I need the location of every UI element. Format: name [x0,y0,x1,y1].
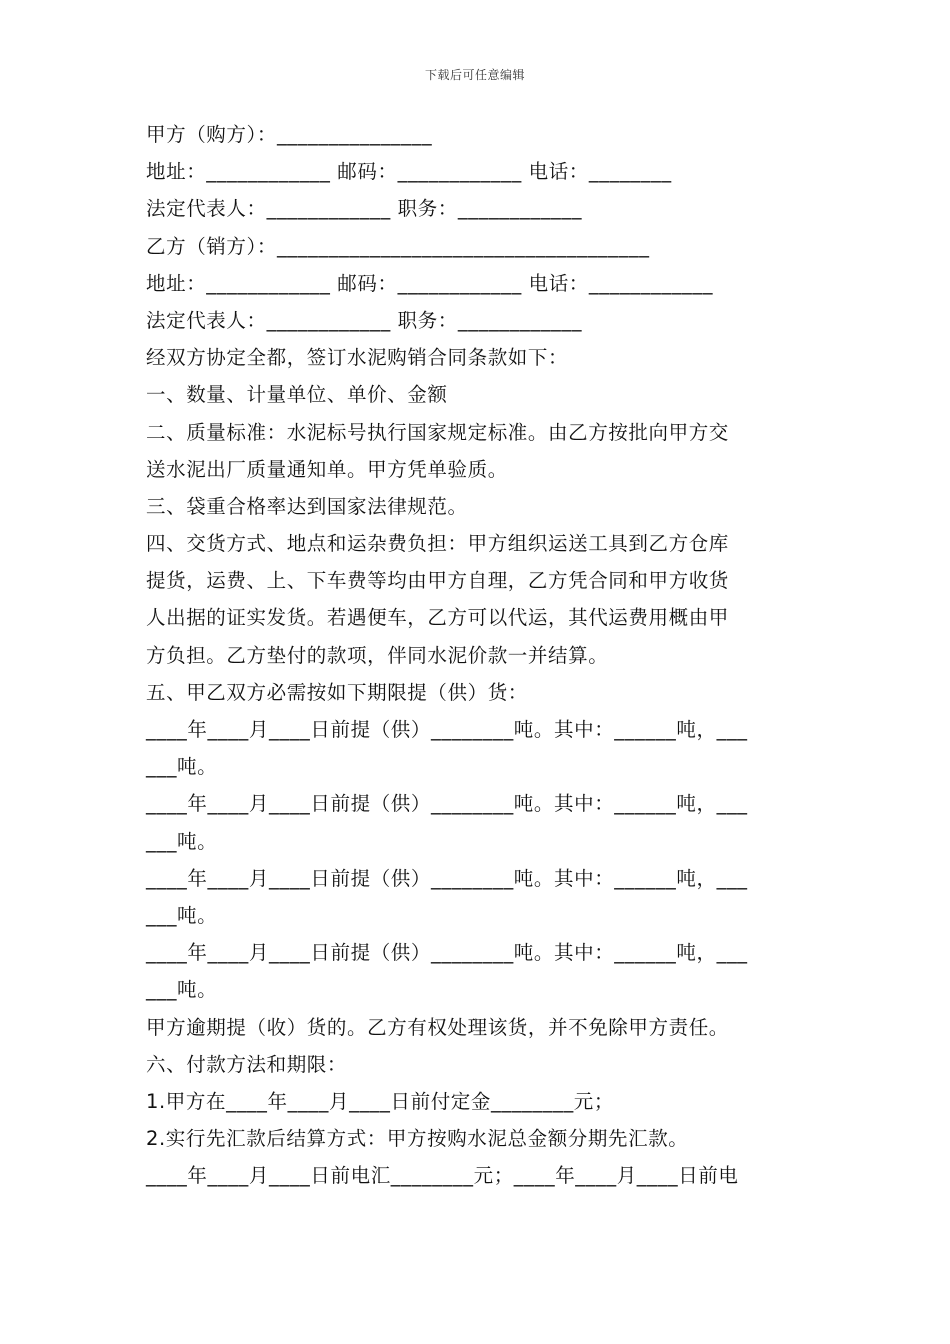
seller-representative-line: 法定代表人：____________ 职务：____________ [146,308,583,332]
buyer-line: 甲方（购方）：_______________ [146,123,433,146]
clause-5: 五、甲乙双方必需按如下期限提（供）货： [146,680,528,704]
clause-2-line-2: 送水泥出厂质量通知单。甲方凭单验质。 [146,457,508,481]
payment-item-1: 1.甲方在____年____月____日前付定金________元； [146,1089,615,1113]
contract-body [146,116,814,1194]
delivery-schedule-1-cont: ___吨。 [146,755,218,779]
clause-4-line-3: 人出据的证实发货。若遇便车，乙方可以代运，其代运费用概由甲 [146,606,729,630]
seller-line: 乙方（销方）：____________________________________ [146,234,650,258]
delivery-schedule-3: ____年____月____日前提（供）________吨。其中：______吨，___ [146,866,748,890]
clause-3: 三、袋重合格率达到国家法律规范。 [146,494,468,518]
payment-schedule: ____年____月____日前电汇________元；____年____月____日前电 [146,1164,739,1188]
intro-line: 经双方协定全都，签订水泥购销合同条款如下： [146,346,569,370]
seller-address-line: 地址：____________ 邮码：____________ 电话：____________ [146,271,714,295]
delivery-schedule-3-cont: ___吨。 [146,903,218,927]
late-pickup-clause: 甲方逾期提（收）货的。乙方有权处理该货，并不免除甲方责任。 [146,1015,729,1039]
clause-2-line-1: 二、质量标准：水泥标号执行国家规定标准。由乙方按批向甲方交 [146,420,729,444]
clause-6: 六、付款方法和期限： [146,1052,348,1076]
buyer-address-line: 地址：____________ 邮码：____________ 电话：________ [146,160,672,184]
delivery-schedule-2-cont: ___吨。 [146,829,218,853]
delivery-schedule-1: ____年____月____日前提（供）________吨。其中：______吨，___ [146,718,748,741]
payment-item-2: 2.实行先汇款后结算方式：甲方按购水泥总金额分期先汇款。 [146,1127,689,1151]
clause-4-line-4: 方负担。乙方垫付的款项，伴同水泥价款一并结算。 [146,643,609,667]
delivery-schedule-4: ____年____月____日前提（供）________吨。其中：______吨，___ [146,941,748,965]
delivery-schedule-2: ____年____月____日前提（供）________吨。其中：______吨，___ [146,792,748,816]
clause-4-line-1: 四、交货方式、地点和运杂费负担：甲方组织运送工具到乙方仓库 [146,532,729,556]
clause-1: 一、数量、计量单位、单价、金额 [146,383,448,407]
buyer-representative-line: 法定代表人：____________ 职务：____________ [146,197,583,221]
delivery-schedule-4-cont: ___吨。 [146,978,218,1002]
clause-4-line-2: 提货，运费、上、下车费等均由甲方自理，乙方凭合同和甲方收货 [146,569,729,593]
header-note: 下载后可任意编辑 [424,68,525,82]
